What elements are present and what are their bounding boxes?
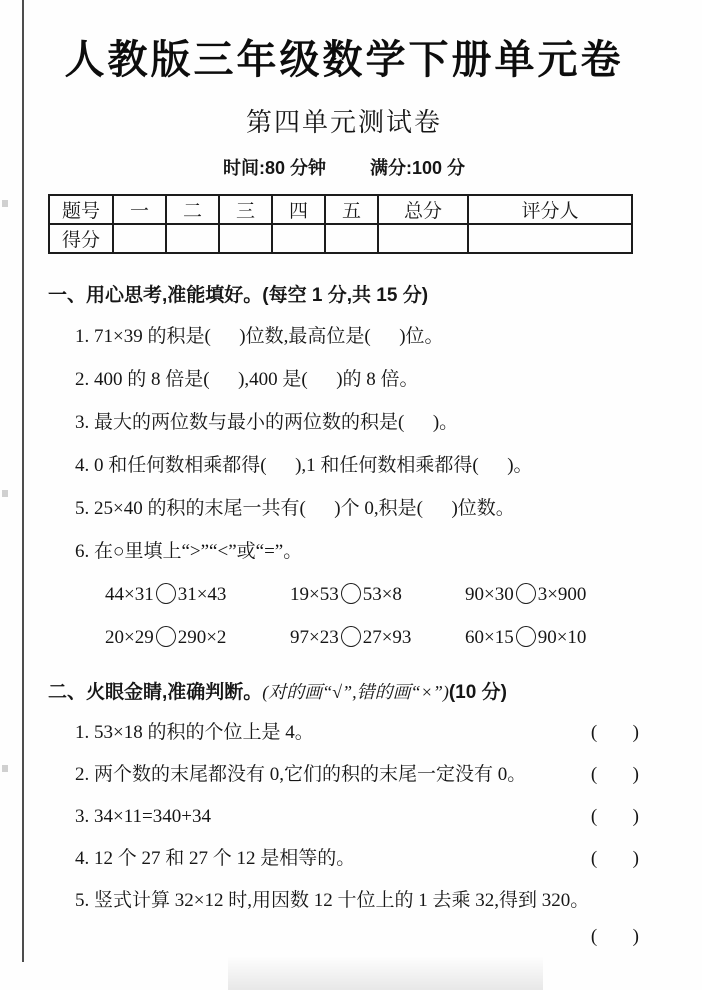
right-expression: 90×10 (537, 627, 587, 648)
header-cell-total: 总分 (378, 195, 468, 224)
statement: 34×11=340+34 (89, 806, 211, 827)
header-cell-sec1: 一 (113, 195, 166, 224)
comparison-exercise (465, 624, 586, 651)
score-cell-grader (468, 224, 632, 253)
answer-brackets: ( ) (590, 806, 640, 827)
fill-item-text: 在○里填上“>”“<”或“=”。 (89, 541, 303, 562)
score-cell-sec4 (272, 224, 325, 253)
unit-subtitle: 第四单元测试卷 (245, 108, 442, 137)
header-cell-sec2: 二 (166, 195, 219, 224)
fill-item-text: 71×39 的积是( )位数,最高位是( )位。 (89, 326, 444, 347)
answer-circle (341, 626, 361, 647)
statement: 12 个 27 和 27 个 12 是相等的。 (89, 848, 356, 869)
item-number: 1. (75, 326, 90, 347)
paper-title: 人教版三年级数学下册单元卷 (64, 37, 624, 82)
left-expression: 19×53 (290, 584, 339, 605)
score-table-header-row (49, 195, 632, 224)
score-row-label: 得分 (49, 224, 113, 253)
judge-item-4 (75, 845, 640, 872)
section-two-heading-note: (对的画“√”,错的画“×”) (262, 682, 449, 702)
comparison-exercise (465, 581, 586, 608)
judge-item-text (75, 845, 568, 872)
statement: 两个数的末尾都没有 0,它们的积的末尾一定没有 0。 (89, 764, 527, 785)
fill-item-text: 25×40 的积的末尾一共有( )个 0,积是( )位数。 (89, 498, 515, 519)
fill-item-4 (75, 452, 640, 479)
comparison-exercise (105, 581, 290, 608)
section-one-heading: 一、用心思考,准能填好。(每空 1 分,共 15 分) (48, 285, 429, 306)
score-cell-sec3 (219, 224, 272, 253)
header-cell-sec5: 五 (325, 195, 378, 224)
item-number: 5. (75, 890, 90, 911)
item-number: 3. (75, 412, 90, 433)
judge-item-text (75, 719, 568, 746)
right-expression: 290×2 (177, 627, 227, 648)
header-cell-sec3: 三 (219, 195, 272, 224)
header-cell-sec4: 四 (272, 195, 325, 224)
judge-item-5-answer-brackets: ( ) (590, 926, 640, 947)
scan-shadow (228, 956, 543, 990)
fill-item-5 (75, 495, 640, 522)
item-number: 2. (75, 764, 90, 785)
right-expression: 3×900 (537, 584, 587, 605)
score-table-score-row (49, 224, 632, 253)
comparison-row-1 (105, 581, 640, 608)
answer-circle (516, 626, 536, 647)
item-number: 6. (75, 541, 90, 562)
fill-item-1 (75, 323, 640, 350)
section-two-heading (48, 677, 640, 704)
item-number: 4. (75, 848, 90, 869)
right-expression: 53×8 (362, 584, 402, 605)
judge-item-3 (75, 803, 640, 830)
judge-item-2 (75, 761, 640, 788)
full-score-label: 满分:100 分 (370, 158, 466, 178)
time-limit-label: 时间:80 分钟 (222, 158, 326, 178)
score-table (48, 194, 633, 254)
answer-brackets: ( ) (590, 848, 640, 869)
section-two-heading-main: 二、火眼金睛,准确判断。 (48, 682, 263, 703)
comparison-exercise (290, 581, 465, 608)
judge-item-1 (75, 719, 640, 746)
left-expression: 44×31 (105, 584, 154, 605)
header-cell-question-no: 题号 (49, 195, 113, 224)
answer-brackets: ( ) (590, 764, 640, 785)
fill-item-6 (75, 538, 640, 565)
comparison-exercise (105, 624, 290, 651)
item-number: 4. (75, 455, 90, 476)
answer-circle (156, 626, 176, 647)
comparison-exercise (290, 624, 465, 651)
item-number: 1. (75, 722, 90, 743)
statement: 竖式计算 32×12 时,用因数 12 十位上的 1 去乘 32,得到 320。 (89, 890, 590, 911)
answer-brackets: ( ) (590, 722, 640, 743)
exam-info-line (48, 154, 640, 180)
item-number: 2. (75, 369, 90, 390)
header-cell-grader: 评分人 (468, 195, 632, 224)
item-number: 5. (75, 498, 90, 519)
right-expression: 31×43 (177, 584, 227, 605)
right-expression: 27×93 (362, 627, 412, 648)
left-expression: 90×30 (465, 584, 514, 605)
score-cell-sec5 (325, 224, 378, 253)
item-number: 3. (75, 806, 90, 827)
fill-item-text: 400 的 8 倍是( ),400 是( )的 8 倍。 (89, 369, 419, 390)
answer-circle (156, 583, 176, 604)
answer-circle (516, 583, 536, 604)
fill-item-text: 0 和任何数相乘都得( ),1 和任何数相乘都得( )。 (89, 455, 533, 476)
statement: 53×18 的积的个位上是 4。 (89, 722, 314, 743)
judge-item-text (75, 887, 640, 914)
left-expression: 20×29 (105, 627, 154, 648)
judge-item-text (75, 803, 568, 830)
answer-circle (341, 583, 361, 604)
left-expression: 97×23 (290, 627, 339, 648)
fill-item-text: 最大的两位数与最小的两位数的积是( )。 (89, 412, 459, 433)
judge-item-5 (75, 887, 640, 914)
score-cell-sec2 (166, 224, 219, 253)
comparison-row-2 (105, 624, 640, 651)
score-cell-total (378, 224, 468, 253)
fill-item-2 (75, 366, 640, 393)
score-cell-sec1 (113, 224, 166, 253)
section-two-heading-score: (10 分) (448, 682, 507, 703)
left-expression: 60×15 (465, 627, 514, 648)
judge-item-text (75, 761, 568, 788)
fill-item-3 (75, 409, 640, 436)
